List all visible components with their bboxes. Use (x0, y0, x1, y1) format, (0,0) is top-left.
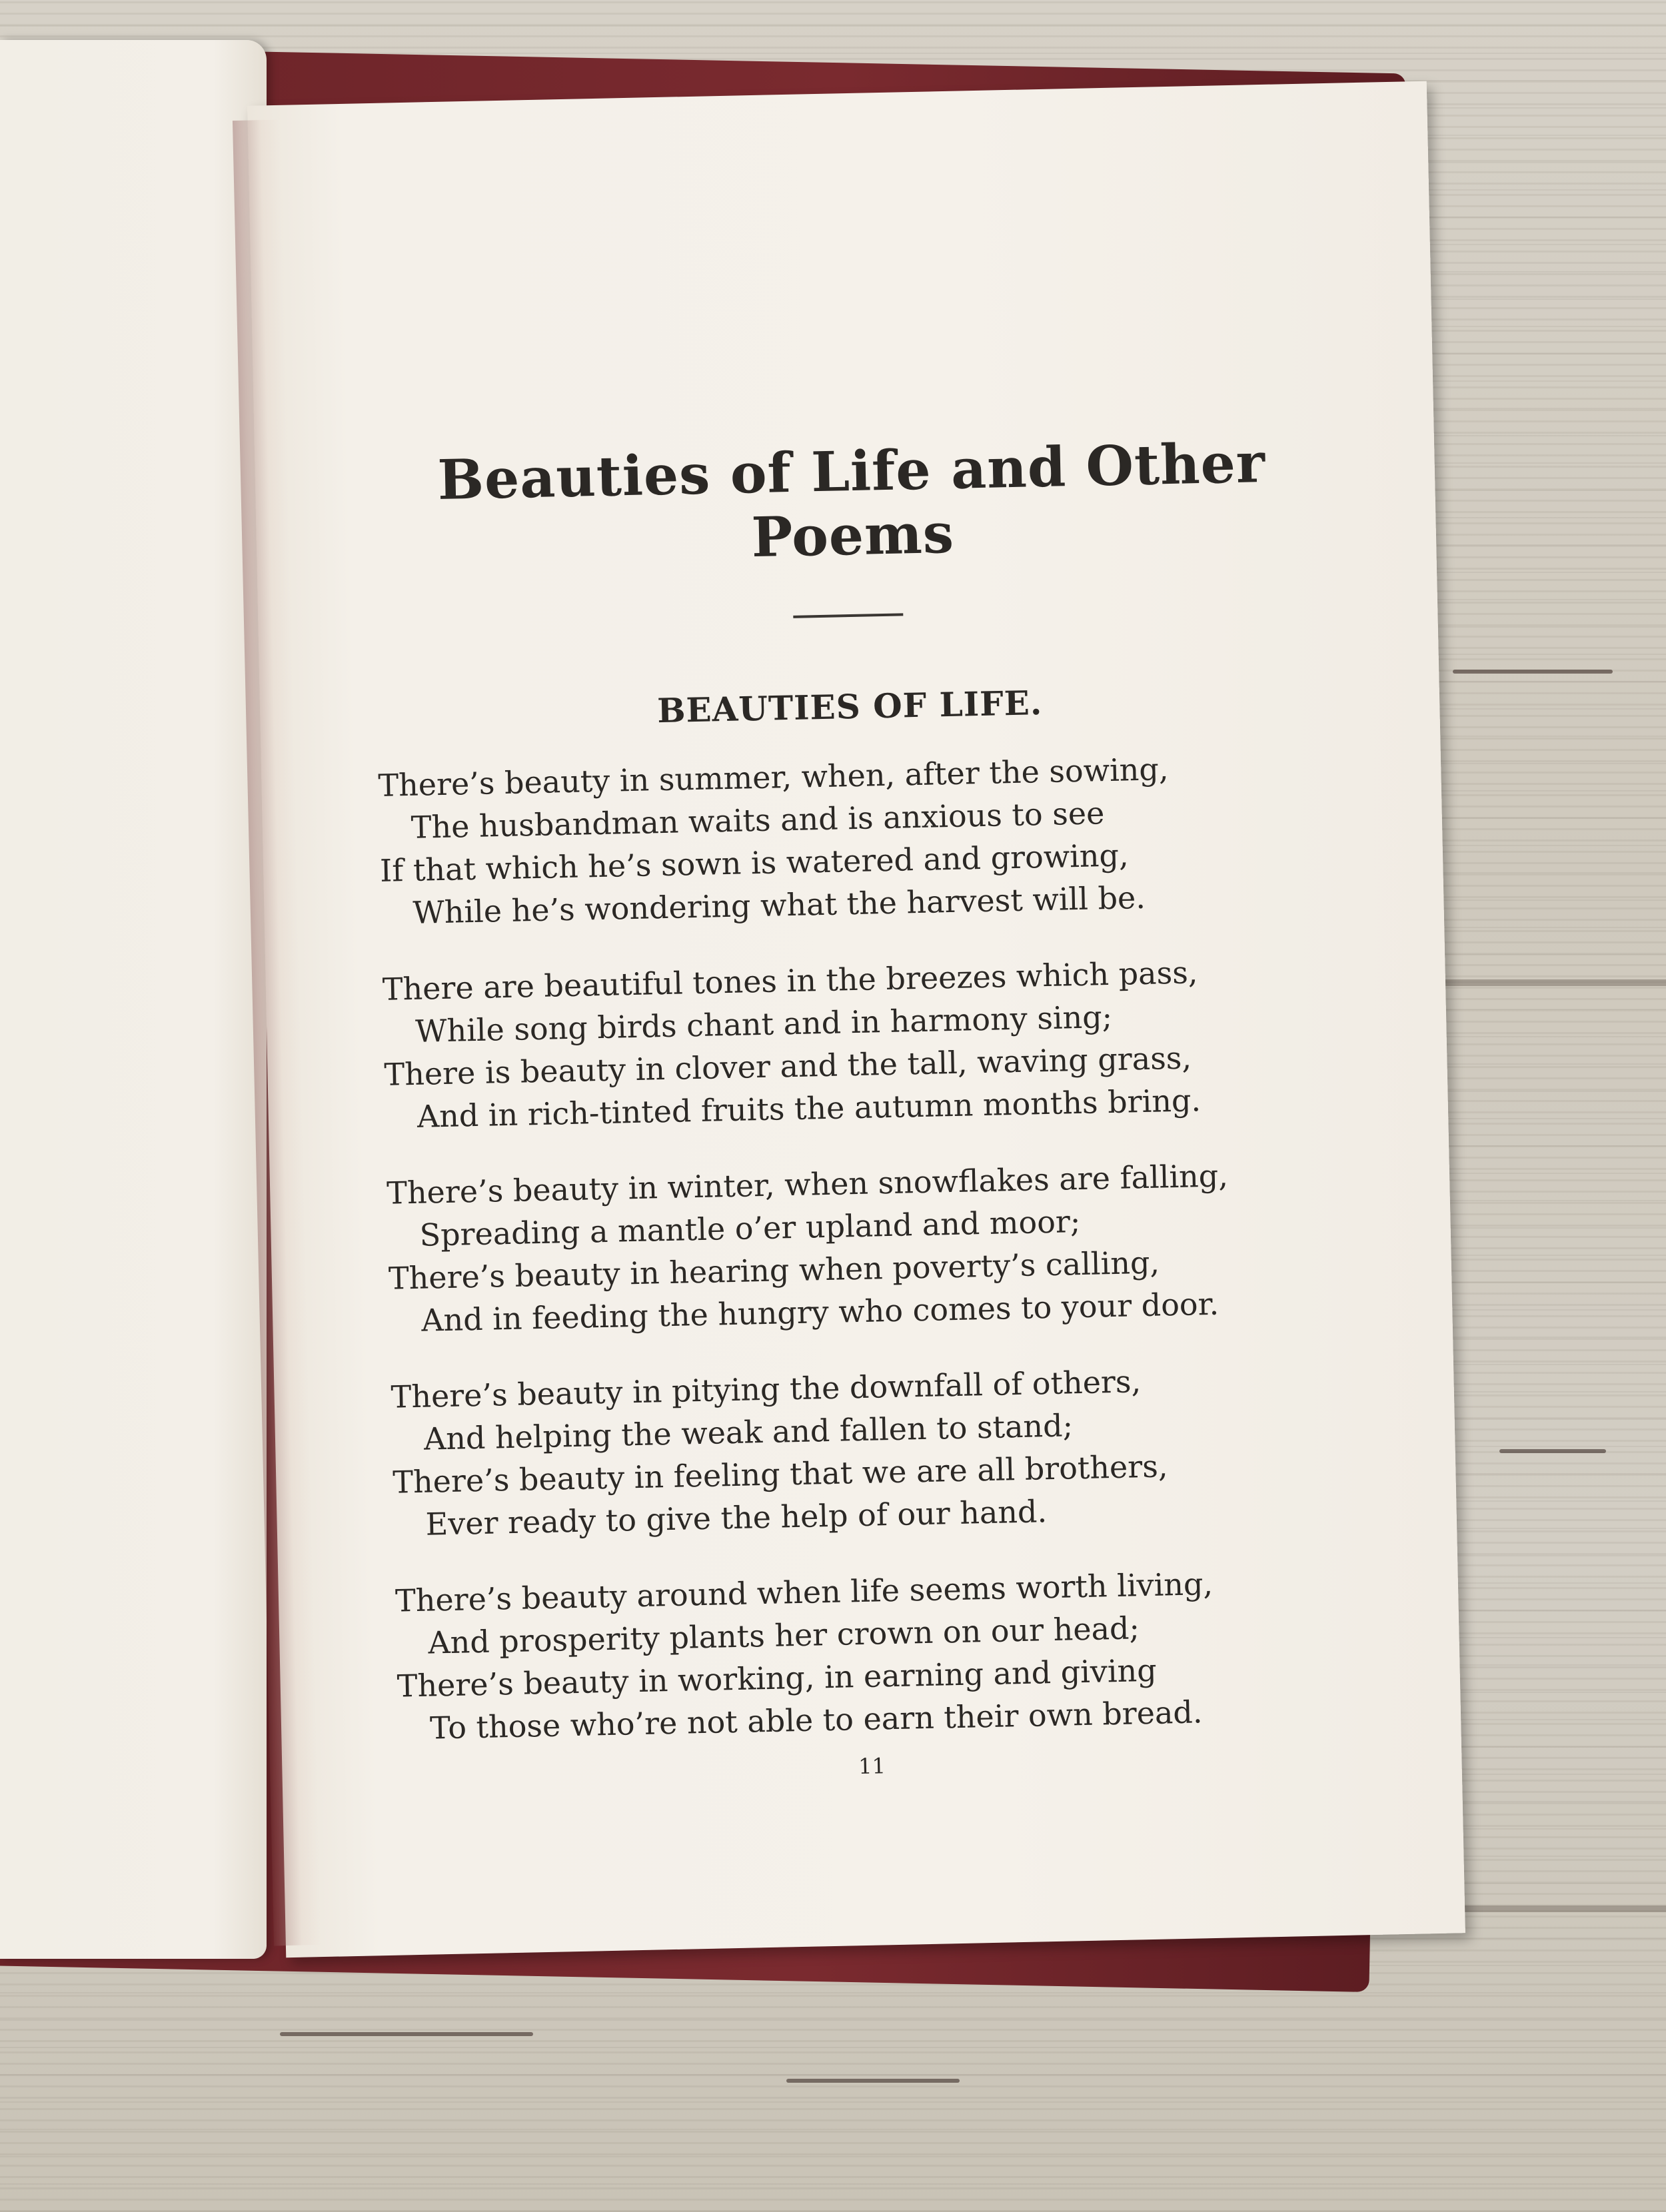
table-crack (280, 2032, 533, 2036)
poem-line: There’s beauty around when life seems worth living, (395, 1565, 1214, 1619)
stanza-5 (395, 1560, 1344, 1750)
poem-line: There is beauty in clover and the tall, waving grass, (384, 1039, 1192, 1093)
table-crack (1499, 1449, 1606, 1453)
poem-line: Spreading a mantle o’er upland and moor; (419, 1203, 1081, 1253)
poem-line: There’s beauty in working, in earning and giving (397, 1652, 1158, 1704)
table-crack (1453, 670, 1613, 674)
poem-title: BEAUTIES OF LIFE. (656, 683, 1043, 731)
page-number: 11 (858, 1753, 886, 1780)
poem-line: There are beautiful tones in the breezes which pass, (382, 954, 1198, 1007)
poem-line: And in feeding the hungry who comes to your door. (420, 1285, 1220, 1339)
stanza-2 (382, 948, 1331, 1139)
right-page (247, 81, 1465, 1957)
poem-line: There’s beauty in winter, when snowflakes are falling, (386, 1157, 1229, 1211)
poem-line: There’s beauty in hearing when poverty’s calling, (388, 1244, 1160, 1297)
poem-line: If that which he’s sown is watered and growing, (379, 837, 1130, 889)
poem-line: There’s beauty in pitying the downfall of others, (391, 1363, 1142, 1415)
poem-line: And prosperity plants her crown on our head; (427, 1610, 1140, 1661)
poem-line: And in rich-tinted fruits the autumn months bring. (416, 1082, 1202, 1135)
title-rule (793, 613, 903, 618)
poem-line: To those who’re not able to earn their own bread. (429, 1694, 1203, 1746)
poem-line: The husbandman waits and is anxious to see (411, 795, 1105, 845)
poem-line: And helping the weak and fallen to stand; (423, 1407, 1074, 1457)
table-crack (786, 2079, 960, 2083)
book-title: Beauties of Life and Other Poems (436, 430, 1266, 570)
poem-line: There’s beauty in feeling that we are all brothers, (392, 1448, 1168, 1500)
stanza-1 (378, 744, 1327, 935)
page-content (371, 430, 1345, 1788)
poem-line: While song birds chant and in harmony sing; (415, 998, 1113, 1049)
poem-line: While he’s wondering what the harvest will be. (412, 879, 1146, 931)
left-page (0, 40, 267, 1959)
poem-line: Ever ready to give the help of our hand. (425, 1493, 1048, 1542)
poem-line: There’s beauty in summer, when, after the sowing, (377, 751, 1169, 804)
stanza-4 (391, 1356, 1340, 1546)
stanza-3 (387, 1152, 1336, 1343)
